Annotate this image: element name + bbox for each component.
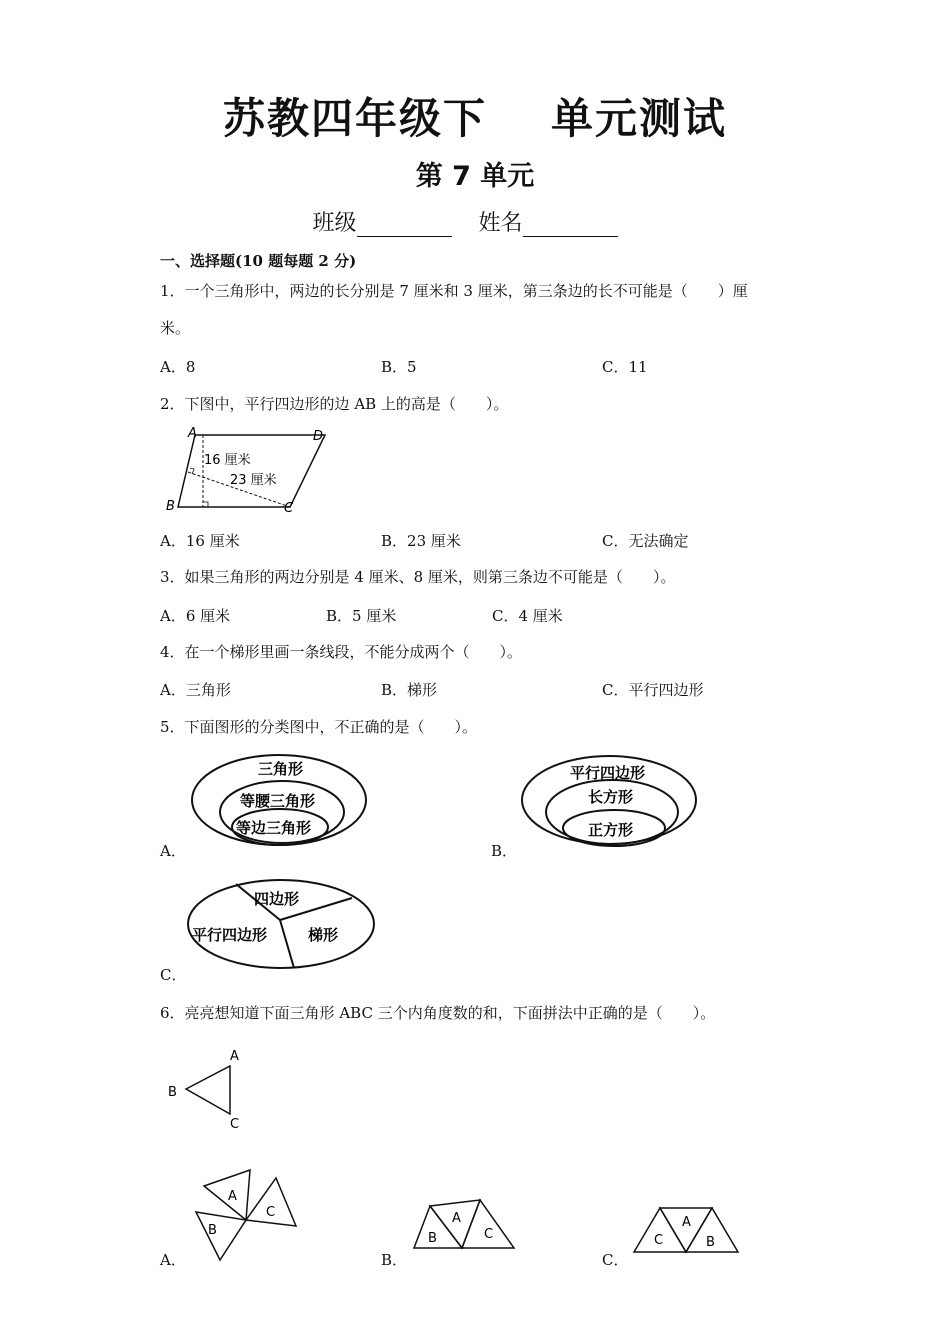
figb-tri-b: B [428, 1231, 437, 1246]
figc-left-label: 平行四边形 [192, 926, 268, 944]
arrangement-figure-a [190, 1164, 302, 1264]
figa-middle-label: 等腰三角形 [240, 792, 316, 810]
tri-label-b: B [168, 1085, 177, 1100]
q4-option-c[interactable]: C．平行四边形 [602, 681, 704, 699]
class-name-line [0, 206, 950, 237]
class-label: 班级 [312, 211, 357, 236]
classification-figure-a [188, 752, 370, 852]
q2-option-c[interactable]: C．无法确定 [602, 532, 689, 550]
q3-option-b[interactable]: B．5 厘米 [326, 607, 397, 625]
arrangement-figure-c [632, 1202, 742, 1258]
fig2-label-d: D [313, 429, 324, 444]
title-left: 苏教四年级下 [222, 94, 487, 143]
figc-top-label: 四边形 [254, 890, 300, 908]
q6-option-c[interactable]: C． [602, 1251, 629, 1269]
classification-figure-c [184, 876, 378, 974]
figa-tri-a: A [228, 1189, 237, 1204]
figc-right-label: 梯形 [308, 926, 339, 944]
q3-option-a[interactable]: A．6 厘米 [160, 607, 231, 625]
section-heading: 一、选择题(10 题每题 2 分) [160, 252, 357, 270]
question-3: 3．如果三角形的两边分别是 4 厘米、8 厘米，则第三条边不可能是（ ）。 [160, 568, 676, 586]
q1-option-a[interactable]: A．8 [160, 358, 196, 376]
figa-inner-label: 等边三角形 [236, 819, 312, 837]
figc-tri-a: A [682, 1215, 691, 1230]
title-right: 单元测试 [551, 94, 728, 143]
fig2-label-b: B [166, 499, 175, 514]
q1-option-b[interactable]: B．5 [381, 358, 417, 376]
q2-option-a[interactable]: A．16 厘米 [160, 532, 240, 550]
figc-tri-b: B [706, 1235, 715, 1250]
fig2-height-16: 16 厘米 [204, 453, 251, 468]
tri-label-a: A [230, 1049, 239, 1064]
figb-tri-a: A [452, 1211, 461, 1226]
q2-option-b[interactable]: B．23 厘米 [381, 532, 461, 550]
figb-tri-c: C [484, 1227, 494, 1242]
q4-option-b[interactable]: B．梯形 [381, 681, 438, 699]
question-1-line1: 1．一个三角形中，两边的长分别是 7 厘米和 3 厘米，第三条边的长不可能是（ ）厘 [160, 282, 748, 300]
figb-middle-label: 长方形 [588, 788, 634, 806]
question-5: 5．下面图形的分类图中，不正确的是（ ）。 [160, 718, 478, 736]
q1-option-c[interactable]: C．11 [602, 358, 648, 376]
fig2-height-23: 23 厘米 [230, 473, 277, 488]
question-4: 4．在一个梯形里画一条线段，不能分成两个（ ）。 [160, 643, 523, 661]
fig2-label-a: A [188, 426, 197, 441]
figb-outer-label: 平行四边形 [570, 764, 646, 782]
parallelogram-figure [160, 422, 340, 520]
fig2-label-c: C [284, 501, 294, 516]
question-6: 6．亮亮想知道下面三角形 ABC 三个内角度数的和，下面拼法中正确的是（ ）。 [160, 1004, 716, 1022]
name-label: 姓名 [478, 211, 523, 236]
question-2: 2．下图中，平行四边形的边 AB 上的高是（ ）。 [160, 395, 509, 413]
classification-figure-b [518, 754, 700, 852]
q6-option-b[interactable]: B． [381, 1251, 408, 1269]
tri-label-c: C [230, 1117, 240, 1132]
q5-option-c[interactable]: C． [160, 966, 187, 984]
question-1-line2: 米。 [160, 319, 191, 337]
name-blank[interactable] [523, 214, 618, 237]
figa-tri-b: B [208, 1223, 217, 1238]
q6-option-a[interactable]: A． [160, 1251, 186, 1269]
unit-subtitle: 第 7 单元 [415, 161, 535, 192]
q5-option-b[interactable]: B． [491, 842, 518, 860]
figc-tri-c: C [654, 1233, 664, 1248]
page-title [0, 86, 950, 146]
q3-option-c[interactable]: C．4 厘米 [492, 607, 563, 625]
figa-outer-label: 三角形 [258, 760, 304, 778]
q5-option-a[interactable]: A． [160, 842, 186, 860]
q4-option-a[interactable]: A．三角形 [160, 681, 231, 699]
arrangement-figure-b [410, 1194, 520, 1254]
figb-inner-label: 正方形 [588, 821, 634, 839]
figa-tri-c: C [266, 1205, 276, 1220]
triangle-abc-figure [166, 1044, 248, 1134]
class-blank[interactable] [357, 214, 452, 237]
